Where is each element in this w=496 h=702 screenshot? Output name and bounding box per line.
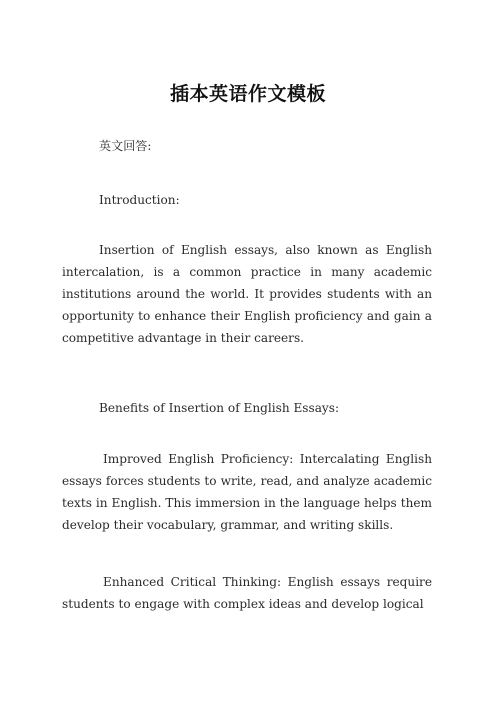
paragraph-critical-thinking: Enhanced Critical Thinking: English essays require students to engage with complex ideas and develop logical [62, 575, 432, 611]
answer-label: 英文回答: [99, 139, 152, 153]
document-title: 插本英语作文模板 [169, 83, 326, 105]
section-heading-introduction: Introduction: [99, 193, 180, 207]
paragraph-improved-proficiency: Improved English Proficiency: Intercalating English essays forces students to write, read, and analyze academic texts in English. This immersion in the language helps them develop their vocabulary, grammar, and writing skills. [62, 452, 432, 532]
section-heading-benefits: Benefits of Insertion of English Essays: [99, 401, 340, 415]
paragraph-introduction: Insertion of English essays, also known as English intercalation, is a common practice in many academic institutions around the world. It provides students with an opportunity to enhance their English proficiency and gain a competitive advantage in their careers. [62, 243, 432, 345]
